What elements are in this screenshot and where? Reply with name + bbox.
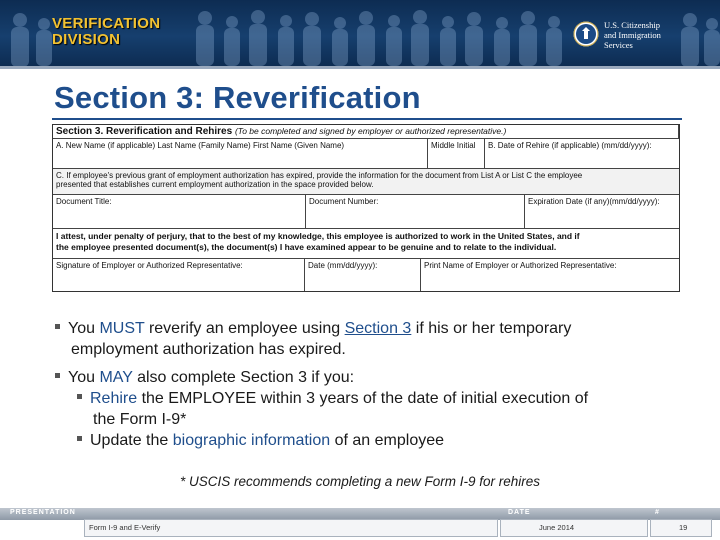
footer-date-value: June 2014 <box>500 519 648 537</box>
form-print-name-field <box>421 259 679 291</box>
division-title-line1: VERIFICATION <box>52 15 161 32</box>
footer-date-label: DATE <box>508 509 531 516</box>
form-expiration-label: Expiration Date (if any)(mm/dd/yyyy): <box>528 197 660 206</box>
bullet-text: of an employee <box>330 432 445 449</box>
form-middle-initial-field <box>428 139 485 169</box>
sub-bullet-icon <box>77 436 82 441</box>
bullet-text: You <box>68 320 100 337</box>
form-new-name-label: A. New Name (if applicable) Last Name (Family Name) First Name (Given Name) <box>56 141 345 150</box>
bullet-continuation: the Form I-9* <box>93 411 187 428</box>
bullet-may-complete <box>55 367 665 388</box>
footnote: * USCIS recommends completing a new Form I-9 for rehires <box>179 474 541 489</box>
form-middle-initial-label: Middle Initial <box>431 141 476 150</box>
footer-presentation-label: PRESENTATION <box>10 509 76 516</box>
form-rehire-date-label: B. Date of Rehire (if applicable) (mm/dd/yyyy): <box>488 141 652 150</box>
banner-divider <box>0 66 720 69</box>
form-date-label: Date (mm/dd/yyyy): <box>308 261 378 270</box>
emphasis-biographic: biographic information <box>172 432 331 449</box>
form-document-title-field <box>53 195 306 229</box>
division-title <box>52 16 160 48</box>
agency-line1: U.S. Citizenship <box>604 20 660 30</box>
emphasis-must: MUST <box>99 320 145 337</box>
form-section-c <box>53 169 679 195</box>
sub-bullet-update <box>77 430 667 451</box>
emphasis-rehire: Rehire <box>90 390 138 407</box>
form-document-number-label: Document Number: <box>309 197 379 206</box>
header-banner <box>0 0 720 66</box>
footer-page-label: # <box>655 509 660 516</box>
form-signature-label: Signature of Employer or Authorized Representative: <box>56 261 243 270</box>
form-section3-image <box>52 124 680 292</box>
form-date-field <box>305 259 421 291</box>
form-attest-line2: the employee presented document(s), the document(s) I have examined appear to be genuine and to relate to the individual. <box>56 242 557 252</box>
form-print-name-label: Print Name of Employer or Authorized Representative: <box>424 261 617 270</box>
form-header-note: (To be completed and signed by employer or authorized representative.) <box>234 126 507 136</box>
title-underline <box>52 118 682 120</box>
form-c-line2: presented that establishes current employment authorization in the space provided below. <box>56 180 374 189</box>
bullet-text: if his or her temporary <box>411 320 572 337</box>
form-document-title-label: Document Title: <box>56 197 112 206</box>
form-signature-field <box>53 259 305 291</box>
agency-line3: Services <box>604 40 633 50</box>
bullet-text: Update the <box>90 432 173 449</box>
emphasis-may: MAY <box>99 369 133 386</box>
form-expiration-field <box>525 195 679 229</box>
agency-name <box>604 20 661 50</box>
sub-bullet-icon <box>77 394 82 399</box>
bullet-icon <box>55 324 60 329</box>
bullet-continuation: employment authorization has expired. <box>71 341 346 358</box>
bullet-text: the EMPLOYEE within 3 years of the date of initial execution of <box>137 390 589 407</box>
bullet-icon <box>55 373 60 378</box>
agency-line2: and Immigration <box>604 30 661 40</box>
form-header <box>53 125 679 139</box>
slide-title: Section 3: Reverification <box>54 80 421 115</box>
bullet-text: reverify an employee using <box>144 320 345 337</box>
dhs-seal-icon <box>573 21 599 47</box>
section3-link[interactable]: Section 3 <box>344 320 412 337</box>
form-c-line1: C. If employee's previous grant of employment authorization has expired, provide the information for the document from List A or List C the employee <box>56 171 583 180</box>
form-rehire-date-field <box>485 139 679 169</box>
division-title-line2: DIVISION <box>52 31 121 48</box>
footer-presentation-value: Form I-9 and E-Verify <box>84 519 498 537</box>
bullet-text: You <box>68 369 100 386</box>
form-attestation <box>53 229 679 259</box>
bullet-must-reverify <box>55 318 665 360</box>
sub-bullet-rehire <box>77 388 667 430</box>
form-header-title: Section 3. Reverification and Rehires <box>56 126 233 137</box>
form-document-number-field <box>306 195 525 229</box>
footer-page-number: 19 <box>650 519 712 537</box>
form-new-name-field <box>53 139 428 169</box>
form-attest-line1: I attest, under penalty of perjury, that to the best of my knowledge, this employee is authorized to work in the United States, and if <box>56 231 580 241</box>
bullet-text: also complete Section 3 if you: <box>132 369 355 386</box>
